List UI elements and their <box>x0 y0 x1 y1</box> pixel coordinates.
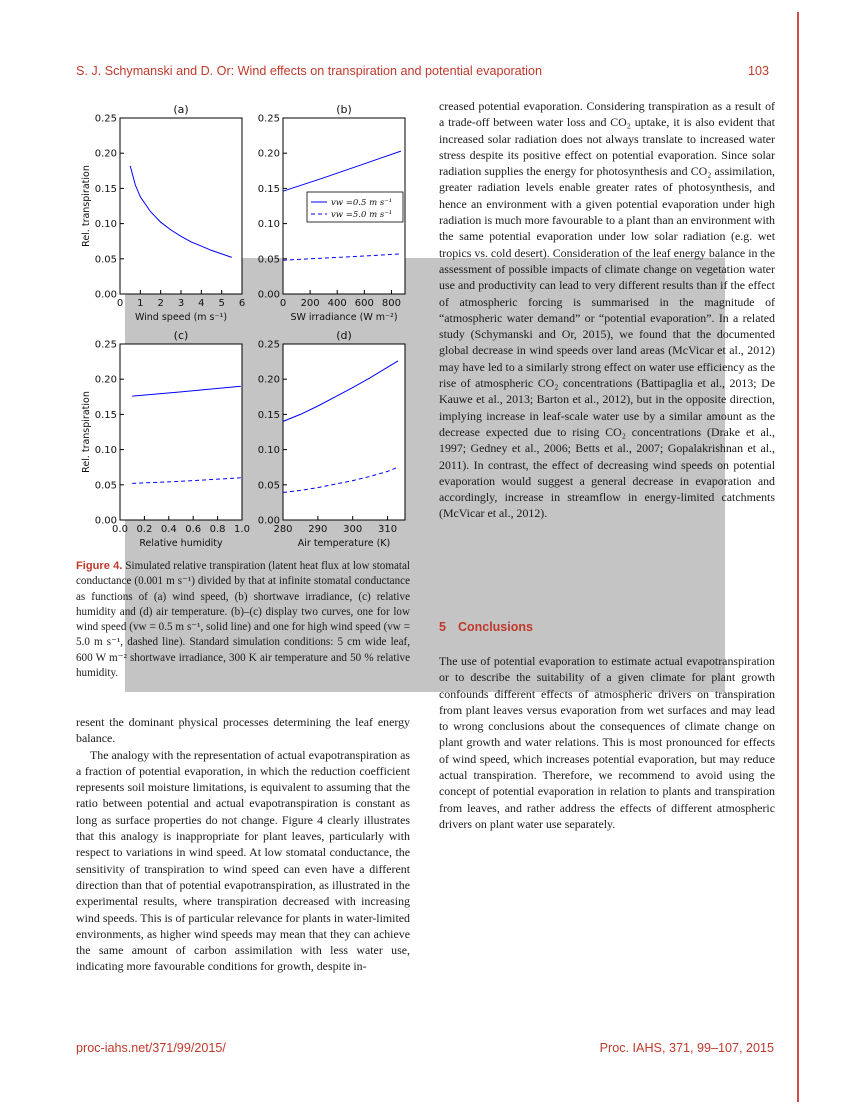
section-heading <box>439 620 533 634</box>
margin-rule <box>797 12 799 1102</box>
panel-d-ytick-label: 0.05 <box>257 480 280 492</box>
panel-a-xtick-label: 0 <box>116 298 124 309</box>
panel-d-ytick-label: 0.20 <box>257 374 280 386</box>
panel-b-ytick-label: 0.00 <box>257 289 280 301</box>
figure-4 <box>76 100 416 550</box>
panel-c-xtick-label: 0.0 <box>112 524 128 535</box>
panel-a-xlabel: Wind speed (m s⁻¹) <box>134 312 228 323</box>
panel-a-xtick-label: 6 <box>238 298 246 309</box>
panel-d-frame <box>283 344 405 520</box>
panel-c-xtick-label: 0.2 <box>136 524 153 535</box>
panel-d-xtick-label: 300 <box>343 524 363 535</box>
panel-b-xtick-label: 600 <box>354 298 374 309</box>
panel-d-ytick-label: 0.25 <box>257 339 280 351</box>
panel-c-ytick-label: 0.20 <box>94 374 117 386</box>
panel-b-xlabel: SW irradiance (W m⁻²) <box>290 312 398 323</box>
panel-a-frame <box>120 118 242 294</box>
conclusions-paragraph: The use of potential evaporation to estimate actual evapotranspiration or to describe the suitability of a given climate for plant growth confounds different effects of atmospheric drivers on transpiration from plant leaves versus evaporation from wet surfaces and may lead to wrong conclusions about the consequences of climate change on plant growth and water relations. This is most pronounced for effects of wind speed, which increases potential evaporation, but may reduce actual transpiration. Therefore, we recommend to avoid using the concept of potential evaporation in relation to plants and transpiration from leaves, and rather address the effects of different atmospheric drivers on plant water use separately. <box>439 654 775 831</box>
panel-c-ylabel: Rel. transpiration <box>81 391 92 473</box>
section-title: Conclusions <box>457 620 533 634</box>
panel-c-title: (c) <box>173 329 189 342</box>
left-paragraph-1: resent the dominant physical processes determining the leaf energy balance. <box>76 715 410 746</box>
panel-c-xtick-label: 1.0 <box>234 524 250 535</box>
left-column-text <box>76 714 410 975</box>
panel-c-ytick-label: 0.00 <box>94 515 117 527</box>
panel-c-frame <box>120 344 242 520</box>
panel-c-ytick-label: 0.05 <box>94 480 117 492</box>
panel-a-xtick-label: 3 <box>177 298 185 309</box>
panel-a-ylabel: Rel. transpiration <box>81 165 92 247</box>
figure-label: Figure 4. <box>76 560 123 572</box>
panel-d-title: (d) <box>336 329 352 342</box>
panel-a-ytick-label: 0.25 <box>94 113 117 125</box>
panel-d-xtick-label: 310 <box>378 524 398 535</box>
panel-d-ytick-label: 0.15 <box>257 409 280 421</box>
panel-a-ytick-label: 0.20 <box>94 148 117 160</box>
panel-a-xtick-label: 2 <box>157 298 164 309</box>
section-number: 5 <box>439 620 446 634</box>
panel-d-ytick-label: 0.00 <box>257 515 280 527</box>
conclusions-text <box>439 653 775 832</box>
panel-a-xtick-label: 4 <box>198 298 205 309</box>
panel-d-xtick-label: 280 <box>273 524 293 535</box>
panel-c-xtick-label: 0.8 <box>209 524 226 535</box>
running-title: S. J. Schymanski and D. Or: Wind effects on transpiration and potential evaporation <box>76 64 542 78</box>
figure-caption-text: Simulated relative transpiration (latent heat flux at low stomatal conductance (0.001 m s⁻¹) divided by that at infinite stomatal conductance as functions of (a) wind speed, (b) shortwave irradiance, (c) relative humidity and (d) air temperature. (b)–(c) display two curves, one for low wind speed (vw = 0.5 m s⁻¹, solid line) and one for high wind speed (vw = 5.0 m s⁻¹, dashed line). Standard simulation conditions: 5 cm wide leaf, 600 W m⁻² shortwave irradiance, 300 K air temperature and 50 % relative humidity. <box>76 560 410 680</box>
panel-a-xtick-label: 1 <box>137 298 144 309</box>
panel-b-xtick-label: 400 <box>327 298 347 309</box>
panel-a-ytick-label: 0.00 <box>94 289 117 301</box>
footer-journal: Proc. IAHS, 371, 99–107, 2015 <box>599 1041 774 1055</box>
panel-c-ytick-label: 0.15 <box>94 409 117 421</box>
panel-c-xtick-label: 0.6 <box>185 524 202 535</box>
panel-c-xlabel: Relative humidity <box>139 538 223 549</box>
panel-a-ytick-label: 0.05 <box>94 254 117 266</box>
right-column-text <box>439 98 775 522</box>
footer-url: proc-iahs.net/371/99/2015/ <box>76 1041 226 1055</box>
panel-c-xtick-label: 0.4 <box>160 524 177 535</box>
panel-b-xtick-label: 800 <box>381 298 401 309</box>
panel-c-ytick-label: 0.25 <box>94 339 117 351</box>
panel-b-legend-entry: vw =0.5 m s⁻¹ <box>331 198 393 208</box>
panel-b-ytick-label: 0.20 <box>257 148 280 160</box>
panel-b-ytick-label: 0.10 <box>257 219 280 231</box>
figure-caption <box>76 559 410 681</box>
left-paragraph-2: The analogy with the representation of actual evapotranspiration as a fraction of potential evaporation, in which the reduction coefficient represents soil moisture limitations, is equivalent to assuming that the ratio between potential and actual evapotranspiration is constant as long as surface properties do not change. Figure 4 clearly illustrates that this analogy is inappropriate for plant leaves, particularly with respect to variations in wind speed. At low stomatal conductance, the sensitivity of transpiration to wind speed can even have a different direction than that of potential evapotranspiration, as illustrated in the experimental results, where transpiration decreased with increasing wind speeds. This is of particular relevance for plants in water-limited environments, as higher wind speeds may mean that they can achieve the same amount of carbon assimilation with less water use, indicating more favourable conditions for growth, despite in- <box>76 747 410 974</box>
figure-4-panels <box>76 100 416 550</box>
panel-d-xlabel: Air temperature (K) <box>297 538 391 549</box>
right-paragraph-1: creased potential evaporation. Considering transpiration as a result of a trade-off between water loss and CO₂ uptake, it is also evident that increased solar radiation does not always translate to increased water stress despite its positive effect on potential evaporation. Since solar radiation supplies the energy for photosynthesis and CO₂ assimilation, greater radiation levels enable greater rates of photosynthesis, and hence an environment with a given potential evaporation under high radiation is much more favourable to a plant than an environment with the same potential evaporation under low solar radiation (e.g. wet tropics vs. cold desert). Consideration of the leaf energy balance in the assessment of possible impacts of climate change on vegetation water use and productivity can lead to very different results than if the effect of atmospheric forcing is summarised in the magnitude of “atmospheric water demand” or “potential evaporation”. In a related study (Schymanski and Or, 2015), we found that the documented global decrease in wind speeds over land areas (McVicar et al., 2012) may have led to a similarly strong effect on water use efficiency as the rise of atmospheric CO₂ concentrations (Battipaglia et al., 2013; De Kauwe et al., 2013; Barton et al., 2012), but in the opposite direction, implying increase in leaf-scale water use by a similar amount as the decrease expected due to rising CO₂ concentrations (Drake et al., 1997; Gedney et al., 2006; Betts et al., 2007; Gopalakrishnan et al., 2011). In contrast, the effect of decreasing wind speeds on potential evaporation would suggest a general decrease in evaporation and accordingly, increase in streamflow in energy-limited catchments (McVicar et al., 2012). <box>439 99 775 521</box>
panel-b-legend-entry: vw =5.0 m s⁻¹ <box>331 210 393 220</box>
page-number: 103 <box>748 64 770 78</box>
panel-d-ytick-label: 0.10 <box>257 445 280 457</box>
panel-a-xtick-label: 5 <box>218 298 225 309</box>
panel-a-ytick-label: 0.10 <box>94 219 117 231</box>
panel-a-ytick-label: 0.15 <box>94 183 117 195</box>
panel-b-ytick-label: 0.05 <box>257 254 280 266</box>
panel-b-title: (b) <box>336 103 352 116</box>
panel-b-xtick-label: 0 <box>279 298 287 309</box>
panel-a-title: (a) <box>173 103 189 116</box>
panel-c-ytick-label: 0.10 <box>94 445 117 457</box>
panel-b-xtick-label: 200 <box>300 298 320 309</box>
panel-b-ytick-label: 0.15 <box>257 183 280 195</box>
panel-b-ytick-label: 0.25 <box>257 113 280 125</box>
panel-d-xtick-label: 290 <box>308 524 328 535</box>
